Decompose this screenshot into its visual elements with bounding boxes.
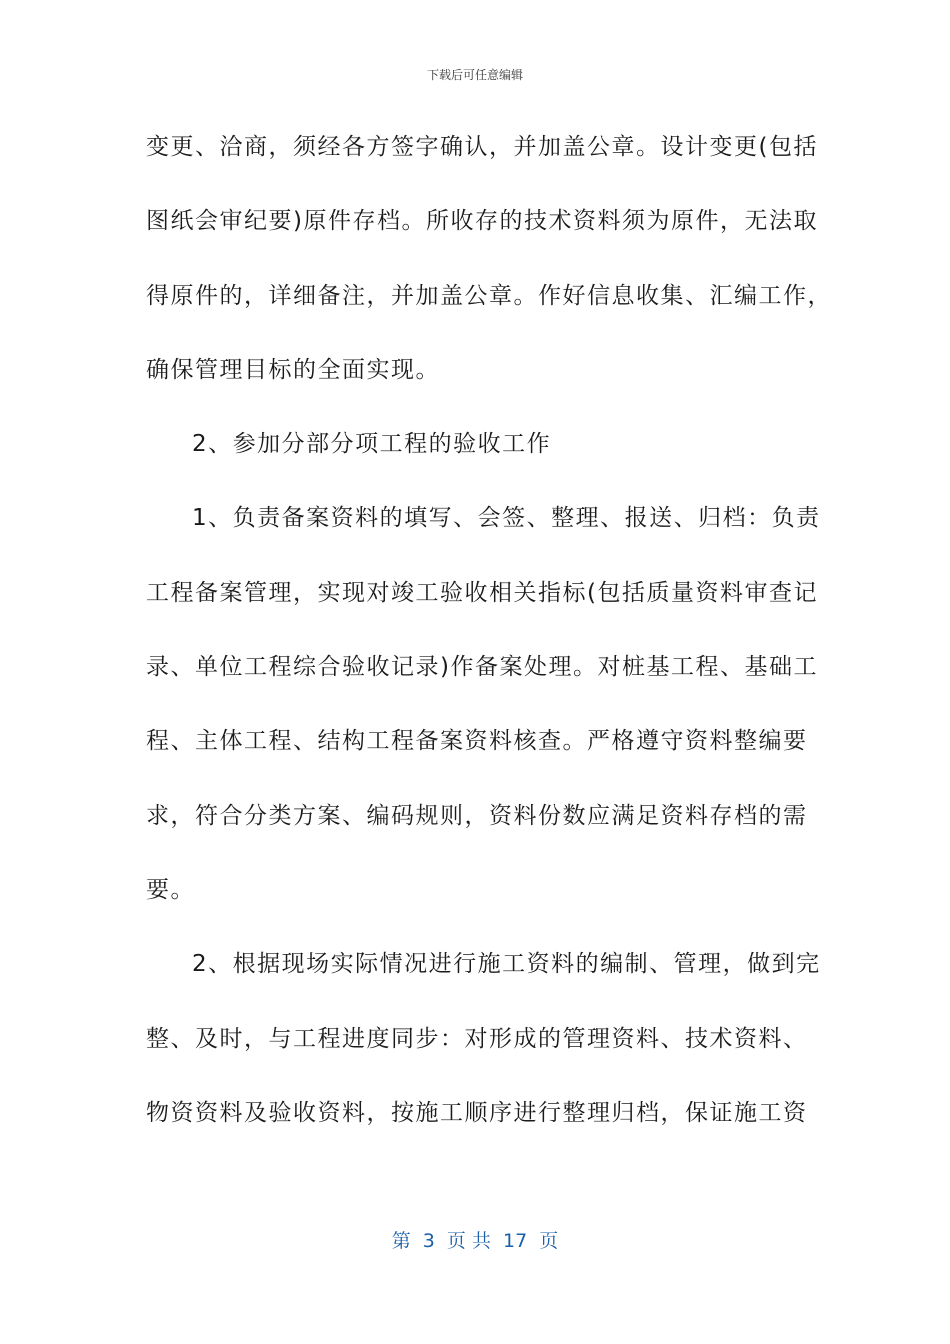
section-heading: 2、参加分部分项工程的验收工作 xyxy=(192,431,552,458)
text-line: 1、负责备案资料的填写、会签、整理、报送、归档：负责 xyxy=(192,505,821,532)
text-line: 录、单位工程综合验收记录)作备案处理。对桩基工程、基础工 xyxy=(146,654,818,681)
text-line: 2、根据现场实际情况进行施工资料的编制、管理，做到完 xyxy=(192,951,821,978)
text-line: 物资资料及验收资料，按施工顺序进行整理归档，保证施工资 xyxy=(146,1099,808,1126)
text-line: 工程备案管理，实现对竣工验收相关指标(包括质量资料审查记 xyxy=(146,579,818,606)
text-line: 确保管理目标的全面实现。 xyxy=(146,356,440,383)
text-line: 求，符合分类方案、编码规则，资料份数应满足资料存档的需 xyxy=(146,802,808,829)
document-body xyxy=(146,124,832,1164)
text-line: 得原件的，详细备注，并加盖公章。作好信息收集、汇编工作， xyxy=(146,282,832,309)
text-line: 要。 xyxy=(146,876,195,903)
text-line: 整、及时，与工程进度同步：对形成的管理资料、技术资料、 xyxy=(146,1025,808,1052)
header-note: 下载后可任意编辑 xyxy=(426,68,523,82)
text-line: 程、主体工程、结构工程备案资料核查。严格遵守资料整编要 xyxy=(146,728,808,755)
text-line: 变更、洽商，须经各方签字确认，并加盖公章。设计变更(包括 xyxy=(146,134,818,160)
text-line: 图纸会审纪要)原件存档。所收存的技术资料须为原件，无法取 xyxy=(146,208,818,235)
page-number: 第 3 页 共 17 页 xyxy=(391,1230,559,1252)
